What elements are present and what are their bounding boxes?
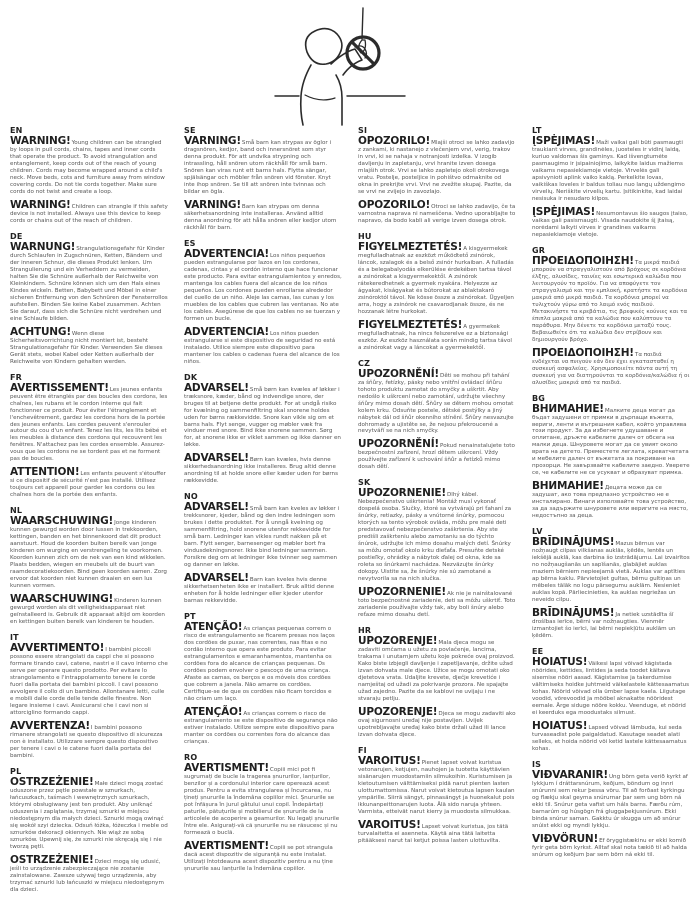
lang-section-no	[184, 492, 342, 605]
warning-title: BRĪDINĀJUMS!	[532, 536, 615, 549]
warning-body: Strangulationsgefahr für Kinder durch Schlaufen in Zugschnüren, Ketten, Bändern und der inneren Schnur, die dieses Produkt lenken. Um Strangulierung und ein Verheddern zu vermeiden, halten Sie die Schnüre außerhalb der Reichweite von Kleinkindern. Schnüre können sich um den Hals eines Kindes wickeln. Betten, Babybett und Möbel in einer sicheren Entfernung von den Schnüren der Fensterrollos aufstellen. Binden Sie keine Kabel zusammen. Achten Sie darauf, dass sich die Schnüre nicht verdrehen und eine Schlaufe bilden.	[10, 245, 168, 322]
warning-body: As crianças pequenas correm o risco de estrangulamento se ficarem presas nos laços dos cordões de puxar, nas correntes, nas fitas e no cordão interno que opera este produto. Para evitar estrangulamentos e emaranhamentos, mantenha os cordões fora do alcance de crianças pequenas. Os cordões podem envolver o pescoço de uma criança. Afaste as camas, os berços e os móveis dos cordões que cobrem a janela. Não amarre os cordões. Certifique-se de que os cordões não ficam torcidos e não criam um laço.	[184, 626, 335, 703]
warning-body: As crianças correm o risco de estrangulamento se este dispositivo de segurança não estiver instalado. Utilize sempre este dispositivo para manter os cordões ou correntes fora do alcance das crianças.	[184, 711, 338, 745]
warning-paragraph	[10, 721, 168, 760]
warning-title: VAROITUS!	[358, 754, 421, 767]
warning-body: Små barn kan kveles av løkker i trekksnorer, kjeder, bånd og den indre ledningen som brukes i dette produktet. For å unngå kvelning og sammenfiltring, hold snorene utenfor rekkevidde for små barn. Ledninger kan vikles rundt nakken på et barn. Flytt senger, barnesenger og møbler bort fra vindusdekningsnorer. Ikke bind ledninger sammen. Forsikre deg om at ledninger ikke tvinner seg sammen og danner en løkke.	[184, 506, 340, 569]
column-1	[10, 126, 168, 901]
warning-paragraph	[358, 488, 516, 583]
warning-body: Lapsed võivad lämbuda, kui seda turvaseadist pole paigaldatud. Kasutage seadet alati selleks, et hoida nöörid või ketid lastele kättesaamatus kohas.	[532, 724, 687, 752]
lang-code: ES	[184, 238, 196, 248]
lang-code: FI	[358, 745, 367, 755]
warning-body: Maži vaikai gali būti pasmaugti traukiant virves, grandinėles, juosteles ir vidinį laidą, kuriuo valdomas šis gaminys. Kad išvengtumėte pasmaugimo ir įsipainiojimo, laikykite laidus mažiems vaikams nepasiekiamoje vietoje. Virvelės gali apsivynioti aplink vaiko kaklą. Perkelkite lovas, vaikiškas loveles ir baldus toliau nuo langų uždengimo virvelių. Neriškite virvelių kartu. Įsitikinkite, kad laidai nesisuka ir nesudaro kilpos.	[532, 140, 685, 202]
warning-body: Děti se mohou při tahání za šňůry, řetízky, pásky nebo vnitřní ovládací šňůru tohoto produktu zamotat do smyčky a uškrtit. Aby nedošlo k uškrcení nebo zamotání, udržujte všechny šňůry mimo dosah dětí. Šňůry se dětem mohou omotat kolem krku. Odsuňte postele, dětské postýlky a jiný nábytek dál od šňůr okenního stínění. Šňůry nesvazujte dohromady a ujistěte se, že nejsou překroucené a nevytváří se na nich smyčky.	[358, 372, 514, 435]
warning-paragraph	[532, 256, 690, 344]
warning-paragraph	[184, 453, 342, 485]
warning-title: FIGYELMEZTETÉS!	[358, 318, 463, 331]
warning-paragraph	[358, 200, 516, 225]
lang-code: RO	[184, 752, 198, 762]
warning-body: Pokud nenainstalujete toto bezpečnostní zařízení, hrozí dětem uškrcení. Vždy používejte zařízení k uchování šňůr a řetízků mimo dosah dětí.	[358, 443, 515, 471]
warning-title: WARNUNG!	[10, 240, 76, 253]
warning-title: VARNING!	[184, 198, 241, 211]
lang-section-es	[184, 239, 342, 366]
warning-paragraph	[532, 136, 690, 203]
warning-title: AVERTISMENT!	[184, 761, 269, 774]
lang-code: GR	[532, 245, 546, 255]
lang-code: SE	[184, 126, 196, 135]
warning-body: Young children can be strangled by loops in pull cords, chains, tapes and inner cords that operate the product. To avoid strangulation and entanglement, keep cords out of the reach of young children. Cords may become wrapped around a child's neck. Move beds, cots and furniture away from window covering cords. Do not tie cords together. Make sure cords do not twist and create a loop.	[10, 140, 165, 195]
warning-body: Децата може да се задушат, ако това предпазно устройство не е инсталирано. Винаги използвайте това устройство, за да задържите шнуровете или веригите на място, недостъпно за деца.	[532, 485, 689, 520]
warning-body: Ja netiek uzstādīta šī drošības ierīce, bērni var nožņaugties. Vienmēr izmantojiet šo ierīci, lai bērni nepiekļūtu auklām un ķēdēm.	[532, 612, 676, 640]
lang-section-sk	[358, 478, 516, 619]
lang-code: NO	[184, 492, 198, 502]
warning-title: ATENÇÃO!	[184, 621, 243, 634]
warning-body: Ung börn geta verið kyrkt af lykkjum í dráttarsnúrum, keðjum, böndum og innri snúrunni sem rekur þessa vöru. Til að forðast kyrkingu og flækju skal geyma snúrurnar þar sem ung börn ná ekki til. Snúrur geta vafist um háls barns. Færðu rúm, barnarúm og húsgögn frá gluggaþekjusnúrum. Ekki binda snúrur saman. Gakktu úr skugga um að snúrur snúist ekki og myndi lykkju.	[532, 773, 688, 829]
warning-paragraph	[10, 855, 168, 894]
warning-body: Mlajši otroci se lahko zadavijo z zankami, ki nastanejo z vlečenjem vrvi, verig, trakov in vrvi, ki se nahaja v notranjosti izdelka. V izogib davljenju in zapletanju, vrvi hranite izven dosega mlajših otrok. Vrvi se lahko zapletejo okoli otrokovega vratu. Postelje, posteljice in pohištvo odmaknite od okna in prekrijte vrvi. Vrvi ne zvežite skupaj. Pazite, da se vrvi ne zvijejo in zavozlajo.	[358, 140, 515, 195]
lang-code: EN	[10, 126, 23, 135]
lang-code: BG	[532, 393, 546, 403]
warning-body: Copiii se pot strangula dacă acest dispozitiv de siguranță nu este instalat. Utilizați întotdeauna acest dispozitiv pentru a nu ține șnururile sau lanțurile la îndemâna copiilor.	[184, 844, 333, 872]
warning-body: Nesumontavus šio saugos įtaiso, vaikas gali pasismaugti. Visada naudokite šį įtaisą, norėdami laikyti virves ir grandines vaikams nepasiekiamoje vietoje.	[532, 210, 688, 238]
warning-body: Малките деца могат да бъдат задушени от примки в дърпащи въжета, вериги, ленти и вътрешния кабел, който управлява този продукт. За да избегнете удушаване и оплитане, дръжте кабелите далеч от обсега на малки деца. Шнуровете могат да се увият около врата на детето. Преместете леглата, креватчетата и мебелите далеч от въжетата за покриване на прозорци. Не завързвайте кабелите заедно. Уверете се, че кабелите не се усукват и образуват примка.	[532, 407, 690, 477]
cord-icon	[362, 8, 363, 39]
warning-paragraph	[184, 502, 342, 569]
lang-section-hr	[358, 626, 516, 739]
lang-code: LV	[532, 527, 543, 537]
language-columns	[10, 126, 690, 901]
warning-title: WAARSCHUWING!	[10, 515, 114, 528]
lang-section-dk	[184, 373, 342, 486]
warning-body: Barn kan kveles hvis denne sikkerhetsenheten ikke er installert. Bruk alltid denne enheten for å holde ledninger eller kjeder utenfor barnas rekkevidde.	[184, 577, 335, 605]
warning-paragraph	[184, 136, 342, 196]
warning-body: Les enfants peuvent s'étouffer si ce dispositif de sécurité n'est pas installé. Utilisez toujours cet appareil pour garder les cordons ou les chaînes hors de la portée des enfants.	[10, 471, 166, 499]
lang-code: PT	[184, 612, 196, 622]
lang-section-pl	[10, 767, 168, 894]
warning-paragraph	[10, 516, 168, 590]
warning-paragraph	[10, 467, 168, 499]
warning-title: WAARSCHUWING!	[10, 593, 114, 606]
warning-paragraph	[532, 348, 690, 387]
warning-body: Väikesi lapsi võivad kägistada nöörides, kettides, lintides ja seda toodet käitava sisemise nööri aasad. Kägistamise ja takerdumise vältimiseks hoidke juhtmeid väikelastele kättesaamatus kohas. Nöörid võivad olla ümber lapse kaela. Liigutage voodid, võrevoodid ja mööbel aknakatte nööridest eemale. Ärge siduge nööre kokku. Veenduge, et nöörid ei keerduks ega moodustaks silmust.	[532, 661, 690, 716]
warning-title: ВНИМАНИЕ!	[532, 402, 604, 415]
warning-title: ACHTUNG!	[10, 325, 71, 338]
lang-section-hu	[358, 232, 516, 352]
lang-section-cz	[358, 359, 516, 472]
lang-code: PL	[10, 766, 22, 776]
warning-body: Wenn diese Sicherheitsvorrichtung nicht montiert ist, besteht Strangulationsgefahr für Kinder. Verwenden Sie dieses Gerät stets, wobei Kabel oder Ketten außerhalb der Reichweite von Kindern gehalten werden.	[10, 330, 163, 365]
warning-body: Ef öryggistækinu er ekki komið fyrir geta börn kyrkst. Alltaf skal nota tækið til að halda snúrum og keðjum þar sem börn ná ekki til.	[532, 837, 687, 858]
warning-paragraph	[358, 439, 516, 471]
warning-title: ΠΡΟΕΙΔΟΠΟΙΗΣΗ!	[532, 346, 634, 359]
warning-paragraph	[184, 327, 342, 366]
warning-paragraph	[184, 573, 342, 605]
warning-paragraph	[184, 383, 342, 450]
lang-section-pt	[184, 612, 342, 746]
warning-body: I bambini piccoli possono essere strangolati da cappi che si possono formare tirando cavi, catene, nastri e il cavo interno che serve per operare questo prodotto. Per evitare lo strangolamento e l'intrappolamento tenere le corde fuori dalla portata dei bambini piccoli. I cavi possono avvolgere il collo di un bambino. Allontanare letti, culle e mobili dalle corde delle tende delle finestre. Non legare insieme i cavi. Assicurarsi che i cavi non si attorciglino formando cappi.	[10, 647, 168, 716]
lang-code: SK	[358, 478, 371, 488]
lang-code: HR	[358, 626, 372, 636]
illustration	[10, 0, 690, 126]
warning-title: FIGYELMEZTETÉS!	[358, 240, 463, 253]
warning-body: Τα παιδιά ενδέχεται να πνιγούν εάν δεν έχει εγκατασταθεί η συσκευή ασφαλείας. Χρησιμοποιείτε πάντα αυτή τη συσκευή για να διατηρούνται τα κορδόνια/καλώδια ή οι αλυσίδες μακριά από τα παιδιά.	[532, 351, 690, 386]
lang-section-ee	[532, 647, 690, 753]
warning-title: VARNING!	[184, 135, 241, 147]
warning-title: VIÐVÖRUN!	[532, 832, 599, 845]
warning-body: Ak nie je nainštalované toto bezpečnostné zariadenie, deti sa môžu uškrtiť. Toto zariadenie používajte vždy tak, aby boli šnúry alebo reťaze mimo dosahu detí.	[358, 591, 516, 619]
lang-code: DE	[10, 231, 23, 241]
warning-body: Les jeunes enfants peuvent être étranglés par des boucles des cordons, les chaînes, les rubans et le cordon interne qui fait fonctionner ce produit. Pour éviter l'étranglement et l'enchevêtrement, gardez les cordons hors de la portée des jeunes enfants. Les cordes peuvent s'enrouler autour du cou d'un enfant. Tenez les lits, les lits bébé et les meubles à distance des cordons qui recouvrent les fenêtres. N'attachez pas les cordes ensemble. Assurez-vous que les cordons ne se tordent pas et ne forment pas de boucles.	[10, 386, 168, 463]
warning-paragraph	[10, 200, 168, 225]
warning-title: UPOZORENJE!	[358, 706, 438, 718]
warning-title: OSTRZEŻENIE!	[10, 775, 94, 788]
warning-paragraph	[184, 763, 342, 837]
warning-paragraph	[532, 721, 690, 753]
warning-body: Små børn kan kvæles af løkker i træksnore, kæder, bånd og indvendige snore, der bruges til at betjene dette produkt. For at undgå risiko for kvælning og sammenfiltring skal snorene holdes uden for børns rækkevidde. Snore kan vikle sig om et barns hals. Flyt senge, vugger og møbler væk fra vinduer med snore. Bind ikke snorene sammen. Sørg for, at snorene ikke er viklet sammen og ikke danner en løkke.	[184, 386, 341, 449]
warning-body: I bambini possono rimanere strangolati se questo dispositivo di sicurezza non è installato. Utilizzare sempre questo dispositivo per tenere i cavi o le catene fuori dalla portata dei bambini.	[10, 724, 163, 759]
warning-paragraph	[532, 834, 690, 859]
lang-section-nl	[10, 506, 168, 626]
warning-title: ATENÇÃO!	[184, 706, 243, 718]
warning-title: ADVARSEL!	[184, 381, 249, 394]
warning-body: Mazus bērnus var nožņaugt cilpas vilkšanas auklās, ķēdēs, lentēs un iekšējā auklā, kas darbina šo izstrādājumu. Lai izvairītos no nožņaugšanās un sapīšanās, glabājiet auklas maziem bērniem nepieejamā vietā. Auklas var aptīties ap bērna kaklu. Pārvietojiet gultas, bērnu gultiņas un mēbeles tālāk no logu pārsegumu auklām. Nesieniet auklas kopā. Pārliecinieties, ka auklas negriežas un neveido cilpu.	[532, 541, 690, 604]
warning-body: A gyermekek megfulladhatnak, ha nincs felszerelve ez a biztonsági eszköz. Az eszköz használata során mindig tartsa távol a zsinórokat vagy a láncokat a gyermekektől.	[358, 323, 512, 351]
warning-paragraph	[532, 657, 690, 717]
column-4	[532, 126, 690, 866]
lang-section-de	[10, 232, 168, 366]
lang-code: CZ	[358, 358, 371, 368]
column-2	[184, 126, 342, 880]
lang-section-fr	[10, 373, 168, 500]
lang-section-is	[532, 760, 690, 859]
warning-title: UPOZORNĚNÍ!	[358, 367, 440, 380]
warning-body: Dzieci mogą się udusić, jeśli to urządzenie zabezpieczające nie zostanie zainstalowane. Zawsze używaj tego urządzenia, aby trzymać sznurki lub łańcuszki w miejscu niedostępnym dla dzieci.	[10, 858, 164, 893]
no-cord-loop-illustration	[235, 2, 465, 126]
warning-title: ĮSPĖJIMAS!	[532, 135, 596, 147]
warning-paragraph	[358, 820, 516, 845]
warning-title: ADVARSEL!	[184, 501, 249, 514]
warning-body: Barn kan strypas om denna säkerhetsanordning inte installeras. Använd alltid denna anordning för att hålla snören eller kedjor utom räckhåll för barn.	[184, 203, 337, 231]
warning-paragraph	[184, 841, 342, 873]
prohibition-circle-icon	[347, 37, 379, 69]
warning-title: OPOZORILO!	[358, 135, 431, 147]
warning-paragraph	[184, 707, 342, 746]
warning-title: UPOZORNENIE!	[358, 487, 446, 500]
lang-code: LT	[532, 126, 542, 135]
warning-body: Otroci se lahko zadavijo, če ta varnostna naprava ni nameščena. Vedno uporabljajte to napravo, da bodo kabli ali verige izven dosega otrok.	[358, 203, 516, 224]
lang-section-gr	[532, 246, 690, 387]
warning-title: BRĪDINĀJUMS!	[532, 607, 615, 620]
warning-title: VAROITUS!	[358, 818, 421, 831]
lang-code: NL	[10, 506, 23, 516]
warning-paragraph	[358, 242, 516, 316]
warning-title: ΠΡΟΕΙΔΟΠΟΙΗΣΗ!	[532, 254, 634, 267]
warning-body: Children can strangle if this safety device is not installed. Always use this device to keep cords or chains out of the reach of children.	[10, 203, 168, 224]
warning-paragraph	[532, 537, 690, 604]
warning-body: Mala djeca mogu se zadaviti omčama u užetu za povlačenje, lancima, trakama i unutarnjem užetu koje pokreće ovaj proizvod. Kako biste izbjegli davljenje i zapetljavanje, držite užad izvan dohvata male djece. Užice se mogu omotati oko djetetova vrata. Udaljite krevete, dječje krevetiće i namještaj od užadi za pokrivanje prozora. Ne spajajte užad zajedno. Pazite da se kablovi ne uvijaju i ne stvaraju petlju.	[358, 640, 515, 703]
warning-paragraph	[532, 207, 690, 239]
warning-paragraph	[532, 608, 690, 640]
warning-body: Lapset voivat kuristua, jos tätä turvalaitetta ei asenneta. Käytä aina tätä laitetta pitääksesi narut tai ketjut poissa lasten ulottuvilta.	[358, 823, 509, 844]
lang-section-ro	[184, 753, 342, 873]
lang-section-se	[184, 126, 342, 232]
warning-title: ADVERTENCIA!	[184, 247, 270, 260]
warning-body: Pienet lapset voivat kuristua vetonarujen, ketjujen, nauhojen ja tuotetta käyttävien sisänarujen muodostamiin silmukoihin. Kuristumisen ja kietoutumisen välttämiseksi pidä narut pienten lasten ulottumattomissa. Narut voivat kietoutua lapsen kaulan ympärille. Siirrä sängyt, pinnasängyt ja huonekalut pois ikkunanpeittonarujen luota. Älä sido naruja yhteen. Varmista, etteivät narut kierry ja muodosta silmukkaa.	[358, 759, 515, 815]
warning-title: WARNING!	[10, 198, 71, 211]
lang-section-it	[10, 633, 168, 760]
lang-section-lt	[532, 126, 690, 239]
warning-body: A kisgyermekek megfulladhatnak az eszközt működtető zsinórok, láncok, szalagok és a belső zsinór hurkaiban. A fulladás és a belegabalyodás elkerülése érdekében tartsa távol a zsinórokat a kisgyermekektől. A zsinórok rátekeredhetnek a gyermek nyakára. Helyezze az ágyakat, kiságyakat és bútorokat az ablaktakaró zsinóroktól távol. Ne kösse össze a zsinórokat. Ügyeljen arra, hogy a zsinórok ne csavarodjanak össze, és ne hozzanak létre hurkokat.	[358, 245, 514, 315]
lang-code: IS	[532, 759, 542, 769]
warning-paragraph	[358, 756, 516, 816]
warning-title: ВНИМАНИЕ!	[532, 480, 604, 493]
warning-title: UPOZORENJE!	[358, 635, 438, 648]
warning-title: ĮSPĖJIMAS!	[532, 205, 596, 218]
lang-section-en	[10, 126, 168, 225]
warning-title: AVERTISMENT!	[184, 839, 269, 852]
lang-code: SI	[358, 126, 368, 135]
lang-code: FR	[10, 372, 23, 382]
warning-body: Djeca se mogu zadaviti ako ovaj sigurnosni uređaj nije postavljen. Uvijek upotrebljavajte uređaj kako biste držali užad ili lance izvan dohvata djece.	[358, 711, 516, 738]
warning-body: Los niños pueden estrangularse si este dispositivo de seguridad no está instalado. Utilice siempre este dispositivo para mantener los cables o cadenas fuera del alcance de los niños.	[184, 330, 340, 365]
warning-body: Los niños pequeños pueden estrangularse por lazos en los cordones, cadenas, cintas y el cordón interno que hace funcionar este producto. Para evitar estrangulamientos y enredos, mantenga los cables fuera del alcance de los niños pequeños. Los cordones pueden enrollarse alrededor del cuello de un niño. Aleje las camas, las cunas y los muebles de los cables que cubren las ventanas. No ate los cables. Asegúrese de que los cables no se tuerzan y formen un bucle.	[184, 252, 342, 322]
lang-section-fi	[358, 746, 516, 845]
lang-section-si	[358, 126, 516, 225]
warning-title: ADVERTENCIA!	[184, 325, 270, 338]
warning-paragraph	[532, 481, 690, 520]
warning-title: AVERTISSEMENT!	[10, 381, 109, 394]
warning-paragraph	[184, 249, 342, 323]
warning-body: Τα μικρά παιδιά μπορούν να στραγγαλιστούν από βρόχους σε κορδόνια έλξης, αλυσίδες, ταινίες και εσωτερικά καλώδια που λειτουργούν το προϊόν. Για να αποφύγετε τον στραγγαλισμό και την εμπλοκή, κρατήστε τα κορδόνια μακριά από μικρά παιδιά. Τα κορδόνια μπορεί να τυλιχτούν γύρω από το λαιμό ενός παιδιού. Μετακινήστε τα κρεβάτια, τις βρεφικές κούνιες και τα έπιπλα μακριά από τα καλώδια που καλύπτουν τα παράθυρα. Μην δένετε τα κορδόνια μεταξύ τους. Βεβαιωθείτε ότι τα καλώδια δεν στρίβουν και δημιουργούν βρόχο.	[532, 259, 688, 343]
warning-paragraph	[10, 327, 168, 366]
warning-title: OPOZORILO!	[358, 198, 431, 211]
warning-paragraph	[184, 622, 342, 703]
warning-title: UPOZORNENIE!	[358, 586, 446, 599]
warning-paragraph	[358, 587, 516, 619]
warning-paragraph	[358, 369, 516, 436]
column-3	[358, 126, 516, 852]
lang-code: IT	[10, 633, 19, 643]
child-figure	[301, 29, 367, 125]
warning-body: Børn kan kvæles, hvis denne sikkerhedsanordning ikke installeres. Brug altid denne anordning til at holde snore eller kæder uden for børns rækkevidde.	[184, 457, 339, 485]
warning-paragraph	[10, 777, 168, 851]
warning-paragraph	[10, 136, 168, 196]
warning-body: Małe dzieci mogą zostać uduszone przez pętle powstałe w sznurkach, łańcuszkach, taśmach i wewnętrznych sznurkach, którymi obsługiwany jest ten produkt. Aby uniknąć uduszenia i zaplątania, trzymaj sznurki w miejscu niedostępnym dla małych dzieci. Sznurki mogą owinąć się wokół szyi dziecka. Odsuń łóżka, łóżeczka i meble od sznurków dekoracji okiennych. Nie wiąż ze sobą sznurków. Upewnij się, że sznurki nie skręcają się i nie tworzą pętli.	[10, 780, 168, 850]
warning-paragraph	[10, 594, 168, 626]
warning-paragraph	[358, 707, 516, 739]
warning-paragraph	[358, 320, 516, 352]
warning-title: AVVERTENZA!	[10, 719, 90, 732]
warning-paragraph	[10, 643, 168, 717]
lang-code: DK	[184, 372, 198, 382]
warning-title: HOIATUS!	[532, 656, 588, 669]
warning-title: ADVARSEL!	[184, 452, 249, 465]
warning-paragraph	[532, 404, 690, 478]
warning-body: Små barn kan strypas av öglor i dragsnören, kedjor, band och innersnöret som styr denna produkt. För att undvika strypning och intrassling, håll snören utom räckhåll för små barn. Snören kan viras runt ett barns hals. Flytta sängar, spjälsängar och möbler från snören vid fönster. Knyt inte ihop snören. Se till att snören inte tvinnas och bildar en ögla.	[184, 140, 332, 195]
warning-title: OSTRZEŻENIE!	[10, 853, 94, 866]
warning-paragraph	[10, 242, 168, 323]
warning-title: UPOZORNĚNÍ!	[358, 438, 440, 451]
warning-paragraph	[10, 383, 168, 464]
warning-title: AVVERTIMENTO!	[10, 642, 105, 655]
lang-section-lv	[532, 527, 690, 640]
warning-body: Kinderen kunnen gewurgd worden als dit veiligheidsapparaat niet geïnstalleerd is. Gebruik dit apparaat altijd om koorden en kettingen buiten bereik van kinderen te houden.	[10, 598, 165, 626]
warning-paragraph	[358, 636, 516, 703]
warning-paragraph	[184, 200, 342, 232]
lang-code: HU	[358, 231, 372, 241]
lang-section-bg	[532, 394, 690, 521]
warning-body: Dlhý kábel. Nebezpečenstvo uškrtenia! Montáž musí vykonať dospelá osoba. Slučky, ktoré sa vytvárajú pri ťahaní za šnúrky, retiazky, pásky a vnútorné šnúrky, pomocou ktorých sa tento výrobok ovláda, môžu pre malé deti predstavovať nebezpečenstvo zaškrtenia. Aby ste predišli zaškrteniu alebo zamotaniu sa do týchto šnúrok, udržujte ich mimo dosahu malých detí. Šnúrky sa môžu omotať okolo krku dieťaťa. Presuňte detské postieľky, ohrádky a nábytok ďalej od okna, kde sa roleta so šnúrkami nachádza. Nezväzujte šnúrky dokopy. Uistite sa, že šnúrky nie sú zamotané a nevytvorila sa na nich slučka.	[358, 492, 512, 583]
warning-paragraph	[358, 136, 516, 196]
warning-title: VIÐVARANIR!	[532, 768, 608, 781]
warning-title: WARNING!	[10, 135, 71, 147]
warning-body: Copiii mici pot fi sugrumați de bucle la tragerea șnururilor, lanțurilor, benzilor și a cordonului interior care operează acest produs. Pentru a evita strangularea și încurcarea, nu țineți șnururile la îndemâna copiilor mici. Șnururile se pot înfășura în jurul gâtului unui copil. Îndepărtați paturile, pătuțurile și mobilierul de șnururile de la articolele de acoperire a geamurilor. Nu legați șnururile între ele. Asigurați-vă că șnururile nu se răsucesc și nu formează o buclă.	[184, 766, 340, 836]
warning-paragraph	[532, 770, 690, 830]
warning-body: Jonge kinderen kunnen gewurgd worden door lussen in trekkoorden, kettingen, banden en het binnenkoord dat dit product aanstuurt. Houd de koorden buiten bereik van jonge kinderen om wurging en verstrengeling te voorkomen. Koorden kunnen zich om de nek van een kind wikkelen. Plaats bedden, wiegen en meubels uit de buurt van raamdecoratiekoorden. Bind geen koorden samen. Zorg ervoor dat koorden niet kunnen draaien en een lus kunnen vormen.	[10, 520, 167, 590]
warning-title: HOIATUS!	[532, 719, 588, 732]
warning-title: ATTENTION!	[10, 466, 80, 479]
lang-code: EE	[532, 647, 544, 657]
warning-title: ADVARSEL!	[184, 572, 249, 585]
